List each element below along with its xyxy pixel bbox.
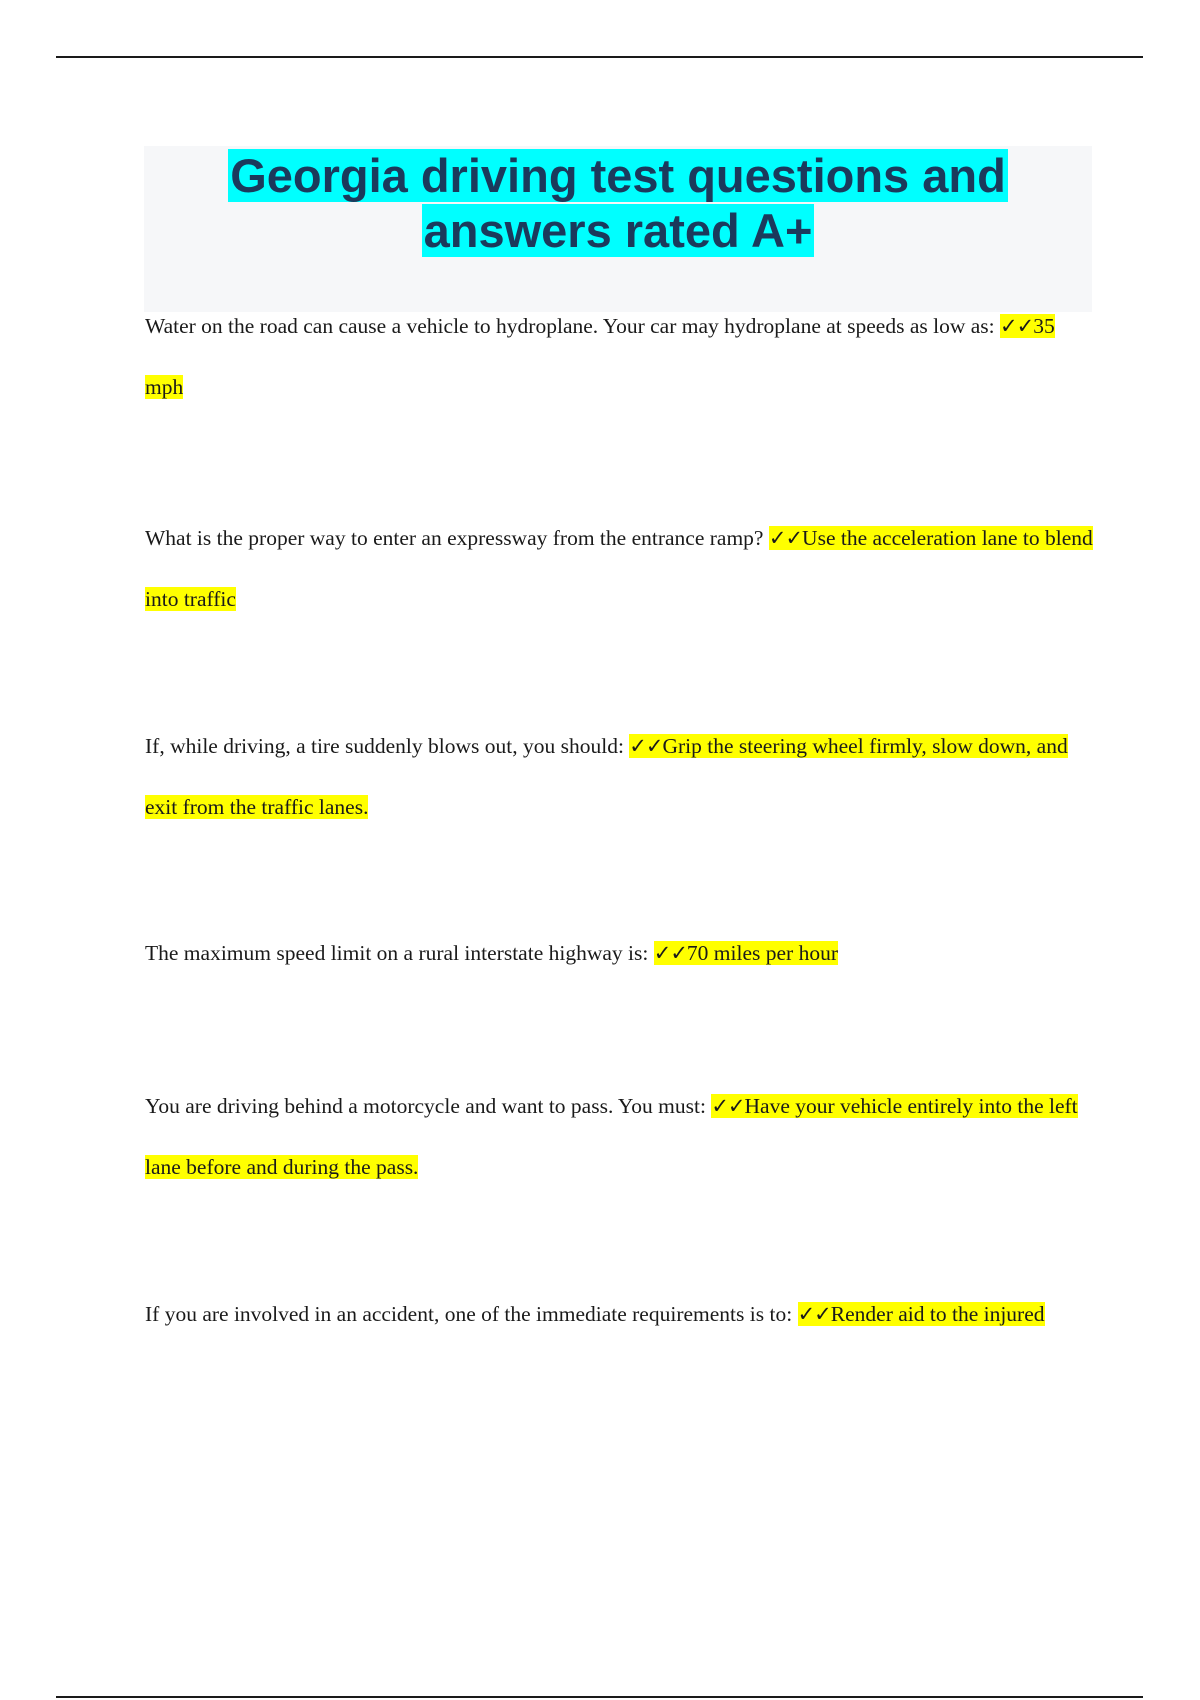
answer-text: Render aid to the injured: [830, 1302, 1045, 1326]
double-check-icon: ✓✓: [768, 526, 803, 550]
answer-highlight: [798, 1302, 1045, 1326]
answer-text: Have your vehicle entirely into the left lane before and during the pass.: [145, 1094, 1078, 1179]
page-title: [144, 146, 1092, 258]
question-text: You are driving behind a motorcycle and want to pass. You must:: [145, 1094, 706, 1118]
answer-text: Use the acceleration lane to blend into traffic: [145, 526, 1093, 611]
title-line-1: Georgia driving test questions and: [230, 149, 1006, 202]
qa-item: [145, 508, 1095, 630]
header-rule: [56, 56, 1143, 58]
qa-item: [145, 1284, 1095, 1345]
double-check-icon: ✓✓: [653, 941, 687, 965]
answer-text: 70 miles per hour: [686, 941, 838, 965]
qa-item: [145, 716, 1095, 838]
answer-text: Grip the steering wheel firmly, slow down, and exit from the traffic lanes.: [145, 734, 1068, 819]
title-line-2: answers rated A+: [423, 204, 813, 257]
double-check-icon: ✓✓: [1000, 314, 1034, 338]
double-check-icon: ✓✓: [629, 734, 663, 758]
question-text: If, while driving, a tire suddenly blows out, you should:: [145, 734, 624, 758]
qa-item: [145, 923, 1095, 984]
footer-rule: [56, 1696, 1143, 1698]
double-check-icon: ✓✓: [797, 1302, 831, 1326]
question-text: What is the proper way to enter an expressway from the entrance ramp?: [145, 526, 764, 550]
answer-text: 35 mph: [145, 314, 1055, 399]
double-check-icon: ✓✓: [711, 1094, 745, 1118]
question-text: If you are involved in an accident, one of the immediate requirements is to:: [145, 1302, 793, 1326]
question-text: The maximum speed limit on a rural interstate highway is:: [145, 941, 649, 965]
qa-item: [145, 1076, 1095, 1198]
question-text: Water on the road can cause a vehicle to hydroplane. Your car may hydroplane at speeds as low as:: [145, 314, 995, 338]
qa-item: [145, 296, 1095, 418]
answer-highlight: [654, 941, 838, 965]
title-block: [144, 146, 1092, 312]
